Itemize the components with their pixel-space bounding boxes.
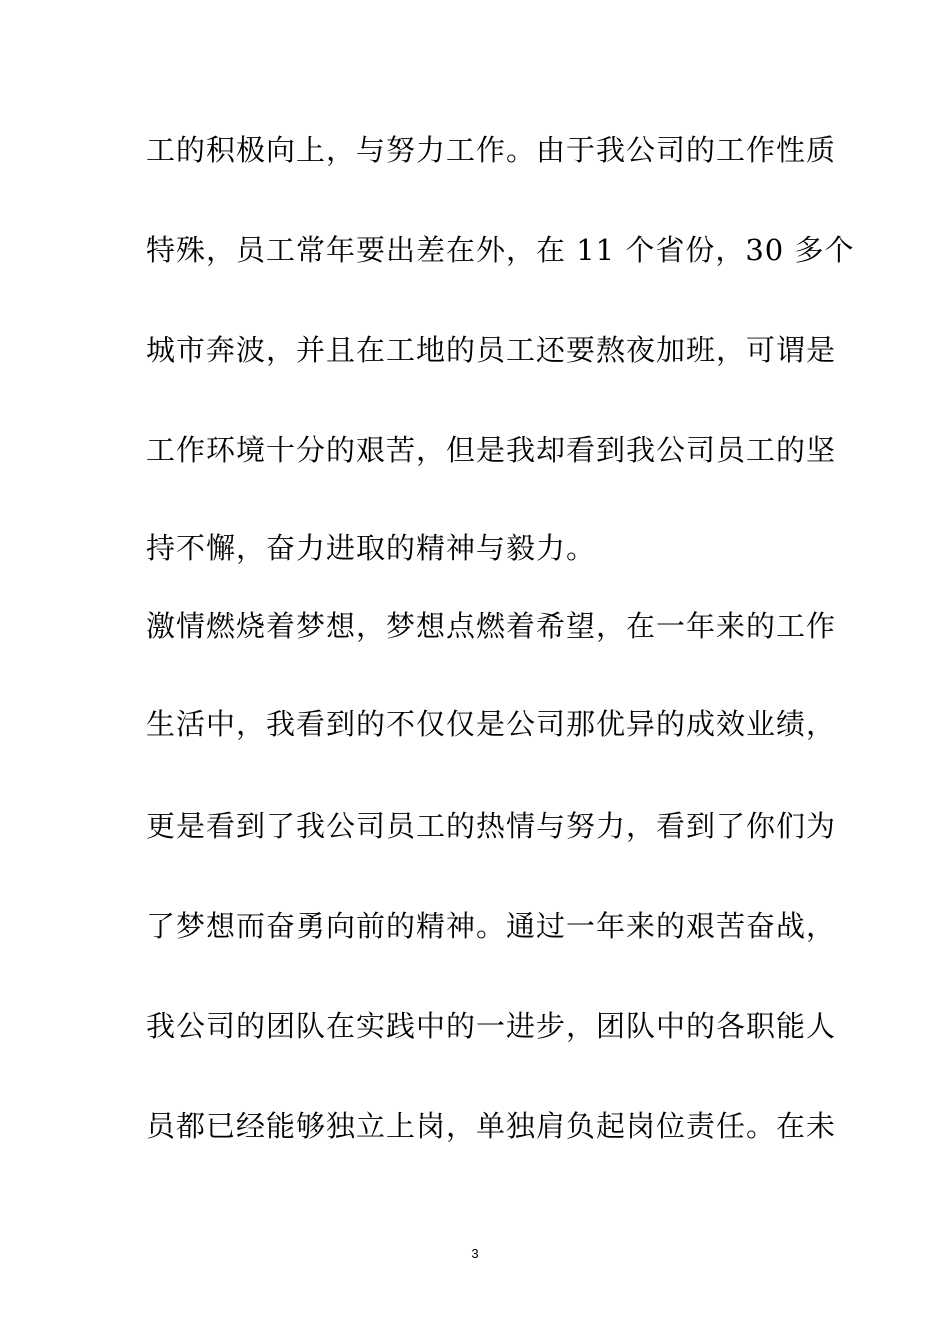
- text-line: 持不懈，奋力进取的精神与毅力。: [146, 531, 597, 565]
- page-number: 3: [471, 1246, 479, 1261]
- text-line: 工的积极向上，与努力工作。由于我公司的工作性质: [146, 133, 837, 167]
- text-line: 更是看到了我公司员工的热情与努力，看到了你们为: [146, 809, 837, 843]
- text-line: 生活中，我看到的不仅仅是公司那优异的成效业绩，: [146, 707, 837, 741]
- text-line: 工作环境十分的艰苦，但是我却看到我公司员工的坚: [146, 433, 837, 467]
- text-line: 激情燃烧着梦想，梦想点燃着希望，在一年来的工作: [146, 609, 837, 643]
- text-line: 了梦想而奋勇向前的精神。通过一年来的艰苦奋战，: [146, 909, 837, 943]
- text-line: 我公司的团队在实践中的一进步，团队中的各职能人: [146, 1009, 837, 1043]
- text-line: 城市奔波，并且在工地的员工还要熬夜加班，可谓是: [146, 333, 837, 367]
- text-line: 员都已经能够独立上岗，单独肩负起岗位责任。在未: [146, 1109, 837, 1143]
- text-line: 特殊，员工常年要出差在外，在 11 个省份，30 多个: [146, 233, 855, 267]
